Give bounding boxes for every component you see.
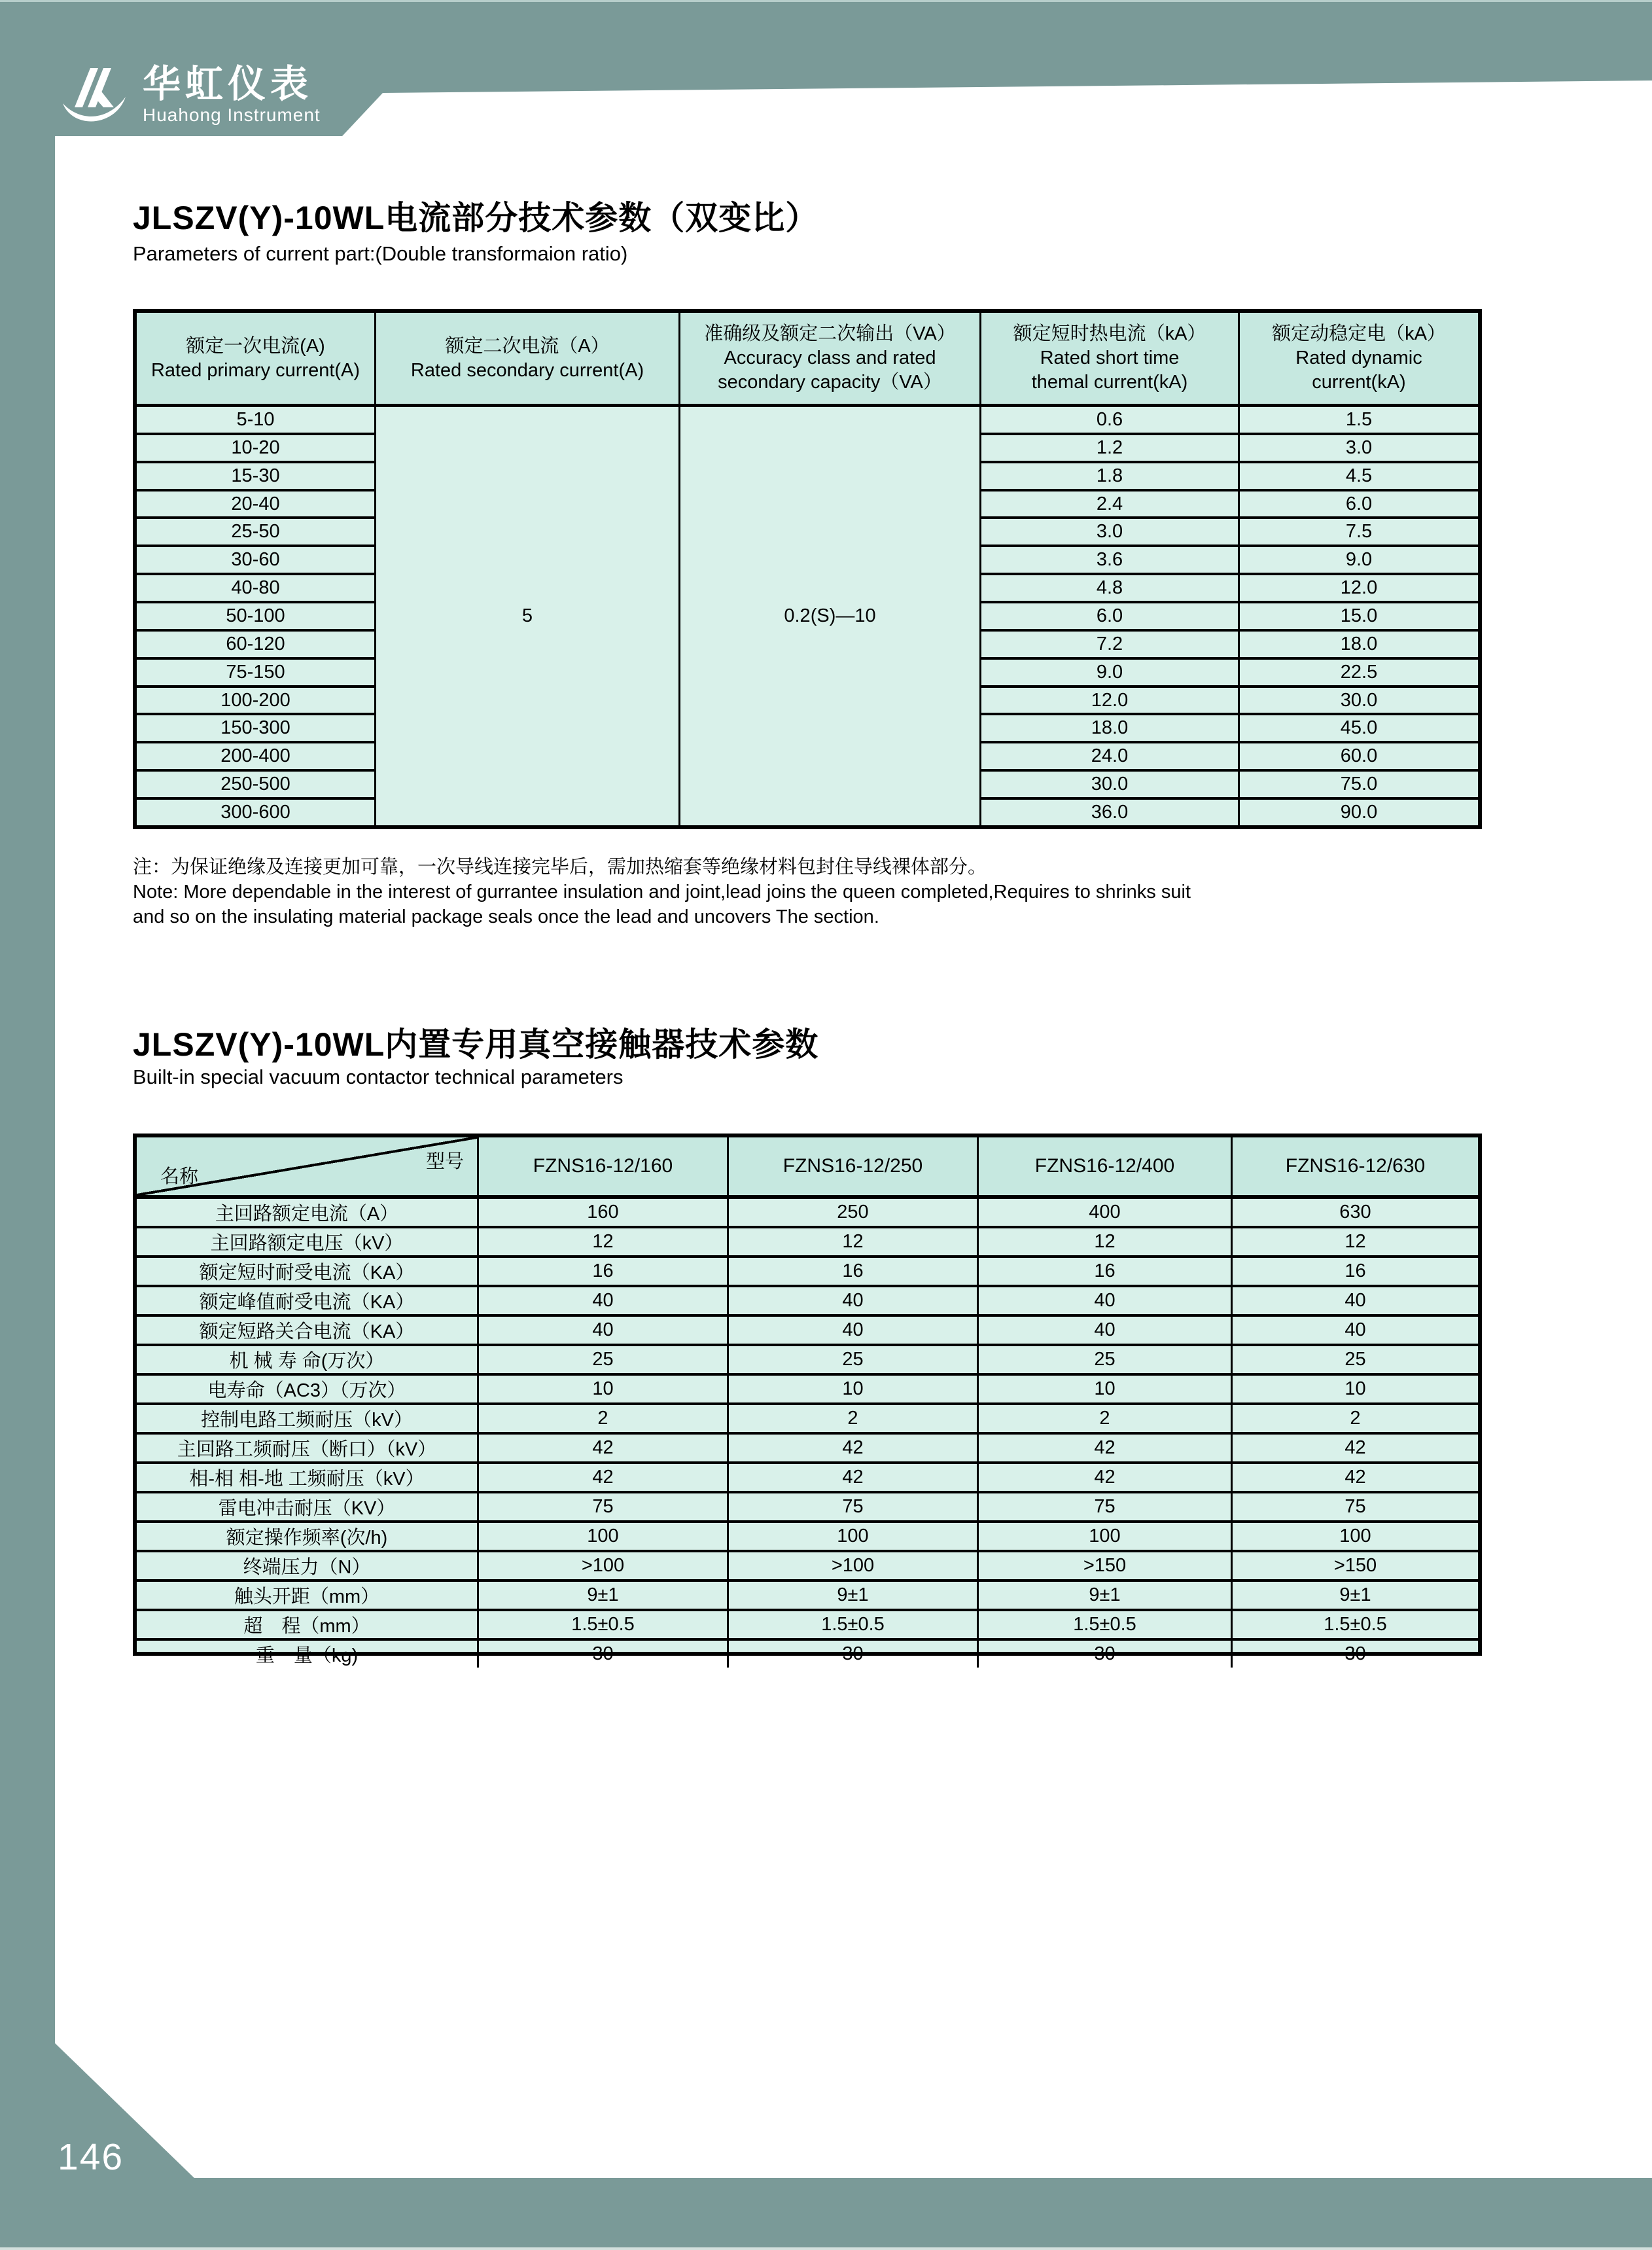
parameter-value: 75 [479, 1493, 729, 1520]
primary-current-cell: 300-600 [220, 801, 290, 823]
parameter-value: 42 [479, 1464, 729, 1491]
parameter-label: 额定短路关合电流（KA） [137, 1317, 479, 1344]
brand-logo [60, 64, 321, 132]
parameter-value: 40 [729, 1287, 979, 1314]
parameter-value: >100 [479, 1552, 729, 1579]
header-en: Rated primary current(A) [150, 359, 360, 381]
thermal-current-cell: 3.6 [981, 547, 1238, 575]
parameter-value: 42 [729, 1435, 979, 1461]
parameter-value: 10 [979, 1376, 1233, 1402]
table-note [133, 855, 1520, 929]
header-accuracy-class [680, 313, 979, 407]
thermal-current-cell: 7.2 [981, 632, 1238, 660]
model-header: FZNS16-12/630 [1285, 1155, 1426, 1177]
section1-title: JLSZV(Y)-10WL电流部分技术参数（双变比） [133, 200, 819, 236]
parameter-label: 主回路工频耐压（断口）（kV） [137, 1435, 479, 1461]
header-en: Accuracy class and rated [724, 348, 936, 368]
parameter-value: 630 [1339, 1202, 1371, 1223]
thermal-current-cell: 36.0 [1091, 801, 1129, 823]
parameter-value: 9±1 [479, 1582, 729, 1609]
parameter-value: 42 [729, 1464, 979, 1491]
parameter-value: 75 [979, 1493, 1233, 1520]
primary-current-cell: 40-80 [137, 575, 374, 603]
thermal-current-cell: 1.8 [981, 463, 1238, 491]
parameter-value: 25 [979, 1346, 1233, 1373]
parameter-label: 额定峰值耐受电流（KA） [137, 1287, 479, 1314]
dynamic-current-cell: 6.0 [1240, 491, 1478, 520]
dynamic-current-cell: 4.5 [1240, 463, 1478, 491]
parameter-value: 40 [979, 1317, 1233, 1344]
parameter-value: 42 [479, 1435, 729, 1461]
primary-current-cell: 30-60 [137, 547, 374, 575]
section2-title: JLSZV(Y)-10WL内置专用真空接触器技术参数 [133, 1026, 819, 1063]
parameter-label: 额定短时耐受电流（KA） [137, 1258, 479, 1285]
contactor-table-body [137, 1199, 1478, 1668]
parameter-label: 超 程（mm） [137, 1611, 479, 1638]
dynamic-current-cell: 3.0 [1240, 435, 1478, 463]
parameter-value: 250 [729, 1199, 979, 1226]
header-thermal-current [981, 313, 1238, 407]
thermal-current-cell: 1.2 [981, 435, 1238, 463]
parameter-value: 42 [979, 1435, 1233, 1461]
parameter-value: >150 [979, 1552, 1233, 1579]
parameter-value: 25 [1344, 1349, 1366, 1370]
dynamic-current-cell: 75.0 [1240, 772, 1478, 800]
parameter-value: 40 [1344, 1319, 1366, 1340]
parameter-row [137, 1376, 1478, 1405]
dynamic-current-cell: 9.0 [1240, 547, 1478, 575]
parameter-value: 40 [979, 1287, 1233, 1314]
header-en: Rated short time [1040, 348, 1180, 368]
parameter-label: 电寿命（AC3）（万次） [137, 1376, 479, 1402]
parameter-value: 30 [479, 1641, 729, 1668]
parameter-value: 30 [1344, 1643, 1366, 1664]
parameter-value: 160 [479, 1199, 729, 1226]
contactor-table-header-row [137, 1137, 1478, 1199]
parameter-value: 16 [979, 1258, 1233, 1285]
parameter-value: 42 [1344, 1437, 1366, 1458]
dynamic-current-cell: 60.0 [1240, 743, 1478, 772]
column-dynamic-current [1240, 313, 1478, 825]
parameter-value: 12 [979, 1228, 1233, 1255]
bottom-edge-line [0, 2247, 1652, 2250]
model-header: FZNS16-12/250 [729, 1137, 979, 1195]
parameter-value: 16 [1344, 1260, 1366, 1281]
dynamic-current-cell: 30.0 [1240, 688, 1478, 716]
section2-subtitle: Built-in special vacuum contactor technical parameters [133, 1065, 624, 1088]
dynamic-current-cell: 18.0 [1240, 632, 1478, 660]
parameter-row [137, 1405, 1478, 1435]
vacuum-contactor-table [133, 1134, 1482, 1666]
parameter-value: 16 [479, 1258, 729, 1285]
note-line-cn: 注：为保证绝缘及连接更加可靠，一次导线连接完毕后，需加热缩套等绝缘材料包封住导线裸体部分。 [133, 857, 987, 878]
huahong-logo-icon [60, 64, 133, 132]
header-en: current(kA) [1312, 372, 1406, 393]
header-cn: 额定二次电流（A） [445, 335, 610, 357]
parameter-label: 终端压力（N） [137, 1552, 479, 1579]
parameter-value: 42 [979, 1464, 1233, 1491]
parameter-label: 雷电冲击耐压（KV） [137, 1493, 479, 1520]
model-header: FZNS16-12/160 [479, 1137, 729, 1195]
parameter-value: 12 [479, 1228, 729, 1255]
thermal-current-cell: 2.4 [981, 491, 1238, 520]
parameter-row [137, 1199, 1478, 1228]
header-cn: 额定短时热电流（kA） [1013, 323, 1206, 344]
parameter-row [137, 1346, 1478, 1376]
header-cn: 准确级及额定二次输出（VA） [704, 323, 956, 344]
thermal-current-cell: 6.0 [981, 603, 1238, 632]
parameter-row [137, 1582, 1478, 1611]
primary-current-cell: 200-400 [137, 743, 374, 772]
primary-current-cell: 100-200 [137, 688, 374, 716]
header-cn: 额定动稳定电（kA） [1272, 323, 1446, 344]
header-secondary-current [376, 313, 678, 407]
header-dynamic-current [1240, 313, 1478, 407]
current-parameters-table [133, 309, 1482, 829]
primary-current-cell: 150-300 [137, 715, 374, 743]
header-primary-current [137, 313, 374, 407]
column-secondary-current [376, 313, 680, 825]
parameter-value: 40 [479, 1317, 729, 1344]
parameter-row [137, 1435, 1478, 1464]
dynamic-current-cell: 1.5 [1240, 407, 1478, 435]
column-thermal-current [981, 313, 1240, 825]
dynamic-current-cell: 45.0 [1240, 715, 1478, 743]
parameter-row [137, 1464, 1478, 1493]
brand-text [143, 64, 321, 126]
parameter-value: 40 [479, 1287, 729, 1314]
note-line-en: and so on the insulating material package seals once the lead and uncovers The section. [133, 906, 879, 927]
parameter-row [137, 1523, 1478, 1552]
primary-current-cell: 50-100 [137, 603, 374, 632]
parameter-value: 2 [1350, 1408, 1361, 1429]
parameter-value: 12 [729, 1228, 979, 1255]
parameter-row [137, 1493, 1478, 1523]
header-en: Rated secondary current(A) [410, 359, 644, 381]
primary-current-cell: 15-30 [137, 463, 374, 491]
parameter-row [137, 1258, 1478, 1287]
parameter-value: 1.5±0.5 [979, 1611, 1233, 1638]
top-edge-line [0, 0, 1652, 2]
column-primary-current [137, 313, 376, 825]
thermal-current-cell: 3.0 [981, 519, 1238, 547]
header-en: themal current(kA) [1031, 372, 1188, 393]
dynamic-current-cell: 12.0 [1240, 575, 1478, 603]
dynamic-current-cell: 90.0 [1340, 801, 1378, 823]
corner-model-label: 型号 [425, 1151, 464, 1172]
parameter-value: 30 [979, 1641, 1233, 1668]
parameter-value: 100 [979, 1523, 1233, 1550]
parameter-value: 10 [729, 1376, 979, 1402]
model-name-corner-cell [137, 1137, 479, 1195]
parameter-value: 25 [479, 1346, 729, 1373]
parameter-value: 25 [729, 1346, 979, 1373]
page-number: 146 [58, 2136, 124, 2178]
parameter-value: 2 [729, 1405, 979, 1432]
brand-name-cn: 华虹仪表 [143, 63, 313, 105]
parameter-value: 9±1 [1339, 1584, 1371, 1605]
thermal-current-cell: 30.0 [981, 772, 1238, 800]
parameter-label: 机 械 寿 命(万次） [137, 1346, 479, 1373]
primary-current-cell: 5-10 [137, 407, 374, 435]
dynamic-current-cell: 15.0 [1240, 603, 1478, 632]
corner-name-label: 名称 [160, 1166, 199, 1187]
dynamic-current-cell: 7.5 [1240, 519, 1478, 547]
thermal-current-cell: 18.0 [981, 715, 1238, 743]
header-cn: 额定一次电流(A) [186, 335, 325, 357]
parameter-label: 触头开距（mm） [137, 1582, 479, 1609]
parameter-value: 100 [1339, 1526, 1371, 1546]
thermal-current-cell: 4.8 [981, 575, 1238, 603]
thermal-current-cell: 24.0 [981, 743, 1238, 772]
parameter-value: 1.5±0.5 [479, 1611, 729, 1638]
parameter-label: 重 量（kg) [137, 1641, 479, 1668]
thermal-current-cell: 12.0 [981, 688, 1238, 716]
parameter-label: 相-相 相-地 工频耐压（kV） [137, 1464, 479, 1491]
parameter-row [137, 1287, 1478, 1317]
parameter-value: 100 [479, 1523, 729, 1550]
parameter-value: 9±1 [979, 1582, 1233, 1609]
parameter-label: 控制电路工频耐压（kV） [137, 1405, 479, 1432]
parameter-row [137, 1317, 1478, 1346]
primary-current-cell: 20-40 [137, 491, 374, 520]
parameter-value: 1.5±0.5 [1324, 1614, 1387, 1635]
footer-band [0, 2178, 1652, 2250]
primary-current-cell: 60-120 [137, 632, 374, 660]
thermal-current-cell: 9.0 [981, 660, 1238, 688]
parameter-value: 30 [729, 1641, 979, 1668]
parameter-value: 2 [479, 1405, 729, 1432]
header-en: secondary capacity（VA） [718, 372, 942, 393]
parameter-row [137, 1552, 1478, 1582]
dynamic-current-cell: 22.5 [1240, 660, 1478, 688]
parameter-value: 42 [1344, 1467, 1366, 1488]
parameter-value: 40 [729, 1317, 979, 1344]
parameter-value: 75 [1344, 1496, 1366, 1517]
primary-current-cell: 10-20 [137, 435, 374, 463]
parameter-value: 40 [1344, 1290, 1366, 1311]
parameter-value: 2 [979, 1405, 1233, 1432]
primary-current-cell: 75-150 [137, 660, 374, 688]
parameter-label: 额定操作频率(次/h) [137, 1523, 479, 1550]
parameter-value: 1.5±0.5 [729, 1611, 979, 1638]
secondary-current-merged-cell: 5 [521, 605, 533, 626]
parameter-value: 16 [729, 1258, 979, 1285]
model-header: FZNS16-12/400 [979, 1137, 1233, 1195]
parameter-label: 主回路额定电压（kV） [137, 1228, 479, 1255]
parameter-value: 100 [729, 1523, 979, 1550]
note-line-en: Note: More dependable in the interest of gurrantee insulation and joint,lead joins the queen completed,Requires to shrinks suit [133, 882, 1191, 902]
accuracy-output-merged-cell: 0.2(S)—10 [784, 605, 876, 626]
primary-current-cell: 250-500 [137, 772, 374, 800]
parameter-label: 主回路额定电流（A） [137, 1199, 479, 1226]
thermal-current-cell: 0.6 [981, 407, 1238, 435]
parameter-value: 75 [729, 1493, 979, 1520]
parameter-value: 400 [979, 1199, 1233, 1226]
parameter-value: 10 [1344, 1378, 1366, 1399]
parameter-value: >100 [729, 1552, 979, 1579]
parameter-row [137, 1228, 1478, 1258]
section1-subtitle: Parameters of current part:(Double transformaion ratio) [133, 242, 628, 265]
column-accuracy-class [680, 313, 981, 825]
parameter-row [137, 1611, 1478, 1641]
header-en: Rated dynamic [1295, 348, 1422, 368]
parameter-value: 9±1 [729, 1582, 979, 1609]
parameter-value: >150 [1333, 1555, 1377, 1576]
parameter-value: 10 [479, 1376, 729, 1402]
primary-current-cell: 25-50 [137, 519, 374, 547]
left-border-band [0, 0, 55, 2250]
parameter-value: 12 [1344, 1231, 1366, 1252]
brand-name-en: Huahong Instrument [143, 105, 321, 125]
parameter-row [137, 1641, 1478, 1668]
